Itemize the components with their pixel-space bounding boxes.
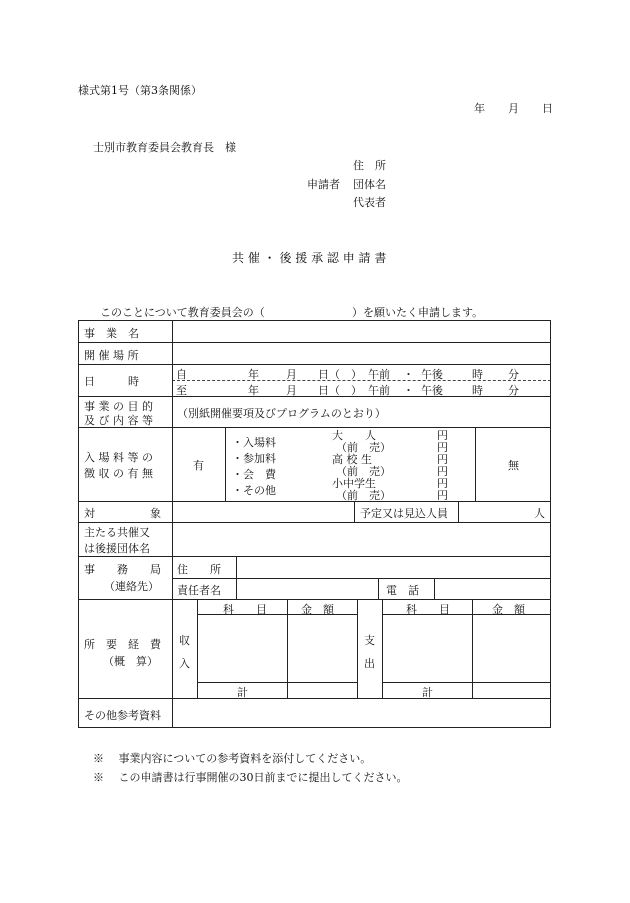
addressee: 士別市教育委員会教育長 様 bbox=[93, 141, 236, 154]
income-total: 計 bbox=[237, 686, 248, 699]
income-amount-header: 金 額 bbox=[301, 603, 334, 616]
date-month: 月 bbox=[508, 102, 519, 115]
expense-label-1: 所 要 経 費 bbox=[84, 638, 161, 651]
venue-label: 開 催 場 所 bbox=[84, 349, 139, 362]
office-label-1: 事 務 局 bbox=[84, 563, 161, 576]
fee-type: ・入場料 bbox=[232, 436, 276, 449]
main-org-label-1: 主たる共催又 bbox=[84, 526, 150, 539]
purpose-label-1: 事 業 の 目 的 bbox=[84, 400, 153, 413]
applicant-label: 申請者 bbox=[307, 178, 340, 191]
expenditure-item-header: 科 目 bbox=[406, 603, 450, 616]
note-attach: ※ 事業内容についての参考資料を添付してください。 bbox=[93, 752, 372, 765]
fee-type: ・参加料 bbox=[232, 452, 276, 465]
purpose-label-2: 及 び 内 容 等 bbox=[84, 414, 153, 427]
yen-unit: 円 bbox=[437, 465, 448, 478]
income-label-1: 収 bbox=[179, 634, 190, 647]
yen-unit: 円 bbox=[437, 489, 448, 502]
expense-label-2: （概 算） bbox=[103, 655, 158, 668]
yen-unit: 円 bbox=[437, 429, 448, 442]
expected-label: 予定又は見込人員 bbox=[360, 507, 448, 520]
income-item-header: 科 目 bbox=[223, 603, 267, 616]
income-label-2: 入 bbox=[179, 657, 190, 670]
office-address-label: 住 所 bbox=[177, 563, 221, 576]
expenditure-amount-header: 金 額 bbox=[492, 603, 525, 616]
fee-row-label: （前 売） bbox=[336, 489, 391, 502]
date-day: 日 bbox=[542, 102, 553, 115]
fee-row-label: 高 校 生 bbox=[332, 453, 372, 466]
fee-row-label: 小中学生 bbox=[332, 477, 376, 490]
fee-row-label: 大 人 bbox=[332, 429, 376, 442]
other-materials-label: その他参考資料 bbox=[84, 709, 161, 722]
fee-row-label: （前 売） bbox=[336, 441, 391, 454]
yen-unit: 円 bbox=[437, 477, 448, 490]
fee-yes: 有 bbox=[193, 459, 204, 472]
document-title: 共 催 ・ 後 援 承 認 申 請 書 bbox=[232, 251, 387, 265]
expenditure-label-2: 出 bbox=[364, 657, 375, 670]
fee-row-label: （前 売） bbox=[336, 465, 391, 478]
intro-after: ）を願いたく申請します。 bbox=[352, 306, 484, 319]
datetime-label: 日 時 bbox=[84, 375, 139, 388]
expenditure-label-1: 支 bbox=[364, 634, 375, 647]
fee-type: ・その他 bbox=[232, 484, 276, 497]
person-unit: 人 bbox=[534, 507, 545, 520]
form-number: 様式第1号（第3条関係） bbox=[78, 84, 202, 97]
group-label: 団体名 bbox=[353, 178, 386, 191]
event-name-label: 事 業 名 bbox=[84, 327, 139, 340]
expenditure-total: 計 bbox=[422, 686, 433, 699]
fee-no: 無 bbox=[508, 459, 519, 472]
date-year: 年 bbox=[474, 102, 485, 115]
address-label: 住 所 bbox=[353, 159, 386, 172]
fee-type: ・会 費 bbox=[232, 468, 276, 481]
fee-label-1: 入 場 料 等 の bbox=[84, 451, 153, 464]
office-label-2: （連絡先） bbox=[104, 580, 159, 593]
main-org-label-2: は後援団体名 bbox=[84, 542, 150, 555]
yen-unit: 円 bbox=[437, 453, 448, 466]
office-person-label: 責任者名 bbox=[177, 584, 221, 597]
target-label: 対 象 bbox=[84, 507, 161, 520]
intro-before: このことについて教育委員会の（ bbox=[100, 306, 265, 319]
note-deadline: ※ この申請書は行事開催の30日前までに提出してください。 bbox=[93, 771, 408, 784]
phone-label: 電 話 bbox=[386, 584, 419, 597]
representative-label: 代表者 bbox=[353, 196, 386, 209]
purpose-value: （別紙開催要項及びプログラムのとおり） bbox=[177, 407, 386, 420]
fee-label-2: 徴 収 の 有 無 bbox=[84, 467, 153, 480]
yen-unit: 円 bbox=[437, 441, 448, 454]
